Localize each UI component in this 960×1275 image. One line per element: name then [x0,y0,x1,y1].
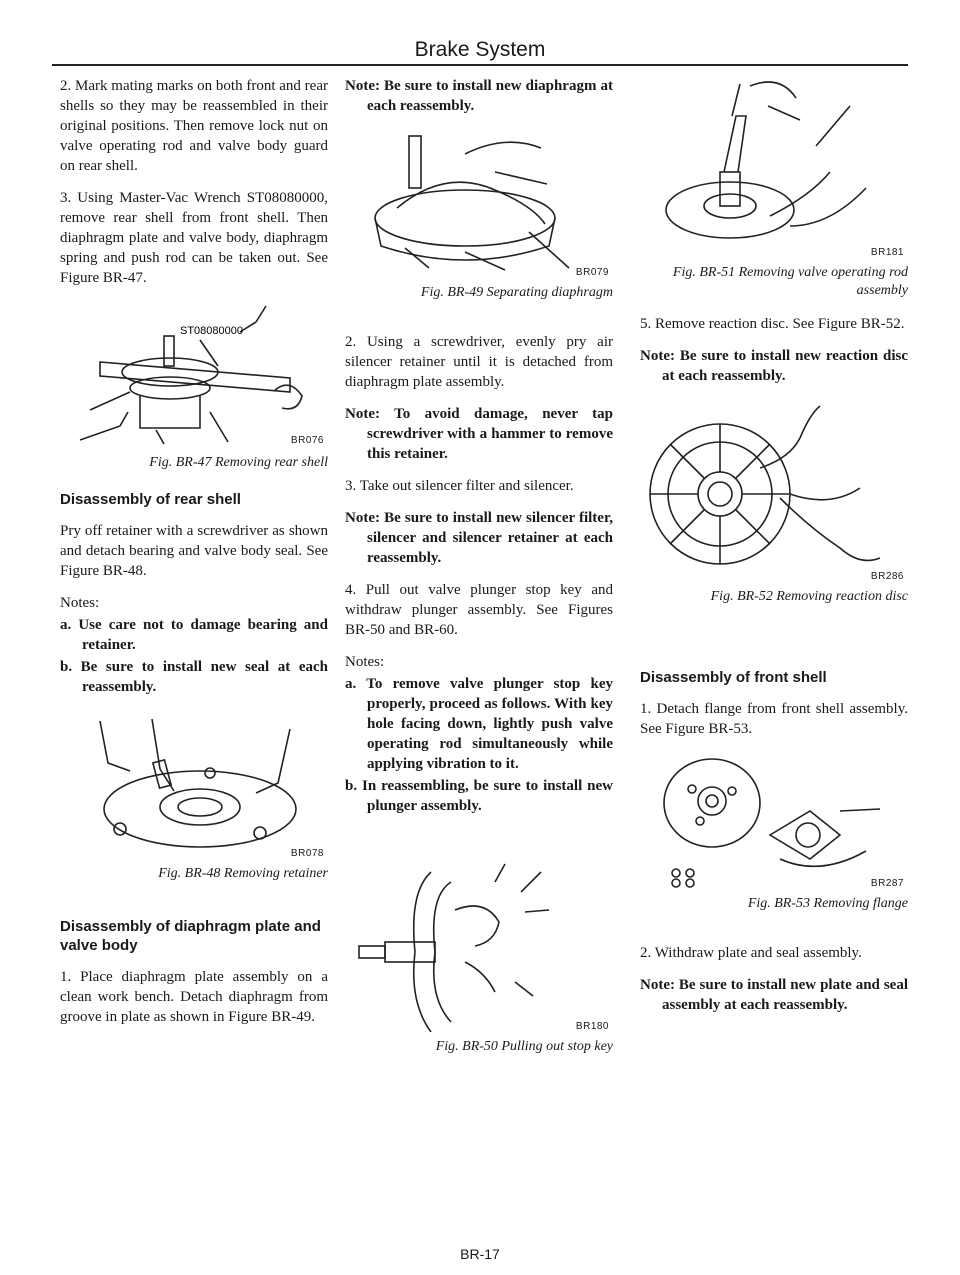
step-3-paragraph: 3. Using Master-Vac Wrench ST08080000, remove rear shell from front shell. Then diaphragm plate and valve body, diaphragm spring and push rod can be taken out. See Figure BR-47. [60,190,328,286]
step-2-paragraph: 2. Mark mating marks on both front and rear shells so they may be reassembled in their original positions. Then remove lock nut on valve operating rod and valve body guard on rear shell. [60,78,328,174]
page-number: BR-17 [460,1246,500,1262]
retainer-removal-illustration [60,709,328,859]
valve-rod-illustration [640,76,908,258]
section-heading-front-shell: Disassembly of front shell [640,669,827,686]
flange-removal-illustration [640,751,908,889]
figure-br50 [345,852,613,1032]
note-avoid-damage: Note: To avoid damage, never tap screwdriver with a hammer to remove this retainer. [345,406,613,462]
rear-shell-paragraph: Pry off retainer with a screwdriver as shown and detach bearing and valve body seal. See Figure BR-48. [60,523,328,579]
column-right [640,76,908,1027]
figure-code: BR078 [290,848,324,859]
figure-code: BR076 [290,435,324,446]
step-5-paragraph: 5. Remove reaction disc. See Figure BR-52. [640,316,905,332]
diaphragm-separation-illustration [345,128,613,278]
figure-caption: Fig. BR-53 Removing flange [747,896,908,911]
figure-caption: Fig. BR-49 Separating diaphragm [420,285,613,300]
figure-code: BR287 [870,878,904,889]
note-b: b. Be sure to install new seal at each reassembly. [60,659,328,695]
figure-br47 [60,300,328,448]
section-heading-rear-shell: Disassembly of rear shell [60,491,241,508]
step-4-paragraph: 4. Pull out valve plunger stop key and withdraw plunger assembly. See Figures BR-50 and BR-60. [345,582,613,638]
notes-label: Notes: [60,595,100,611]
column-left [60,76,328,1039]
rear-shell-wrench-illustration [60,300,328,448]
figure-code: BR180 [575,1021,609,1032]
figure-caption: Fig. BR-47 Removing rear shell [149,455,328,470]
note-new-diaphragm: Note: Be sure to install new diaphragm at each reassembly. [345,78,613,114]
diaphragm-paragraph: 1. Place diaphragm plate assembly on a clean work bench. Detach diaphragm from groove in plate as shown in Figure BR-49. [60,969,328,1025]
page-header: Brake System [414,38,546,61]
header-rule [52,64,908,66]
step-2-paragraph: 2. Withdraw plate and seal assembly. [640,945,862,961]
stop-key-illustration [345,852,613,1032]
figure-code: BR286 [870,571,904,582]
reaction-disc-illustration [640,398,908,582]
section-heading-diaphragm: Disassembly of diaphragm plate and valve body [60,918,321,954]
column-middle [345,76,613,1070]
note-new-reaction-disc: Note: Be sure to install new reaction disc at each reassembly. [640,348,908,384]
figure-code: BR181 [870,247,904,258]
figure-caption: Fig. BR-50 Pulling out stop key [435,1039,613,1054]
tool-number-label: ST08080000 [180,325,243,337]
figure-caption: Fig. BR-48 Removing retainer [158,866,328,881]
notes-label: Notes: [345,654,385,670]
figure-caption: Fig. BR-51 Removing valve operating rod assembly [672,265,908,298]
note-a: a. Use care not to damage bearing and retainer. [60,617,328,653]
note-new-silencer: Note: Be sure to install new silencer filter, silencer and silencer retainer at each reassembly. [345,510,613,566]
figure-br51 [640,76,908,258]
figure-br48 [60,709,328,859]
note-a: a. To remove valve plunger stop key properly, proceed as follows. With key hole facing down, lightly push valve operating rod simultaneously while applying vibration to it. [345,676,613,772]
note-b: b. In reassembling, be sure to install new plunger assembly. [345,778,613,814]
figure-br53 [640,751,908,889]
note-new-plate-seal: Note: Be sure to install new plate and seal assembly at each reassembly. [640,977,908,1013]
figure-br49 [345,128,613,278]
step-1-paragraph: 1. Detach flange from front shell assembly. See Figure BR-53. [640,701,908,737]
figure-br52 [640,398,908,582]
step-2-paragraph: 2. Using a screwdriver, evenly pry air silencer retainer until it is detached from diaphragm plate assembly. [345,334,613,390]
figure-code: BR079 [575,267,609,278]
step-3-paragraph: 3. Take out silencer filter and silencer. [345,478,574,494]
figure-caption: Fig. BR-52 Removing reaction disc [710,589,908,604]
